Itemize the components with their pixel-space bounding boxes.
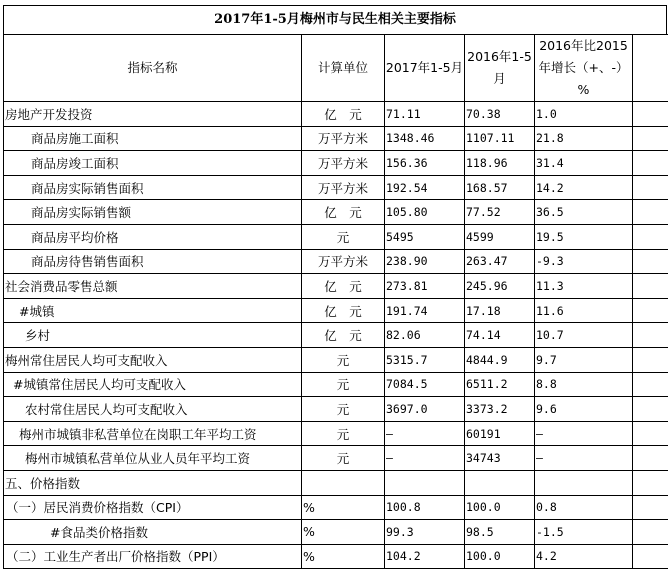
unit-cell: 元 (302, 421, 385, 446)
indicator-name-cell: 房地产开发投资 (4, 102, 302, 127)
header-2017: 2017年1-5月 (385, 35, 465, 102)
growth-cell: 11.3 (535, 274, 633, 299)
value-2017-cell: 192.54 (385, 175, 465, 200)
table-row (4, 372, 668, 397)
value-2016-cell: 4844.9 (465, 347, 535, 372)
table-row (4, 446, 668, 471)
indicator-name-cell: 梅州市城镇非私营单位在岗职工年平均工资 (4, 421, 302, 446)
table-row (4, 298, 668, 323)
value-2017-cell: — (385, 446, 465, 471)
indicator-name-cell: 商品房平均价格 (4, 224, 302, 249)
growth-cell: 14.2 (535, 175, 633, 200)
blank-cell (633, 126, 668, 151)
value-2016-cell: 6511.2 (465, 372, 535, 397)
growth-cell: 11.6 (535, 298, 633, 323)
indicator-name-cell: （一）居民消费价格指数（CPI） (4, 495, 302, 520)
blank-cell (633, 323, 668, 348)
value-2017-cell: 105.80 (385, 200, 465, 225)
table-row (4, 544, 668, 569)
table-row (4, 397, 668, 422)
value-2017-cell: 3697.0 (385, 397, 465, 422)
value-2016-cell: 70.38 (465, 102, 535, 127)
value-2016-cell: 1107.11 (465, 126, 535, 151)
unit-cell: 万平方米 (302, 175, 385, 200)
growth-cell: 31.4 (535, 151, 633, 176)
value-2017-cell: 191.74 (385, 298, 465, 323)
value-2017-cell: 238.90 (385, 249, 465, 274)
unit-cell: % (302, 495, 385, 520)
indicator-name-cell: #食品类价格指数 (4, 520, 302, 545)
growth-cell: 9.7 (535, 347, 633, 372)
value-2017-cell: 5495 (385, 224, 465, 249)
value-2016-cell: 74.14 (465, 323, 535, 348)
value-2016-cell: 60191 (465, 421, 535, 446)
value-2017-cell: 71.11 (385, 102, 465, 127)
unit-cell: 亿 元 (302, 298, 385, 323)
unit-cell (302, 470, 385, 495)
unit-cell: 万平方米 (302, 126, 385, 151)
indicator-table (3, 34, 668, 569)
indicator-name-cell: 梅州常住居民人均可支配收入 (4, 347, 302, 372)
blank-cell (633, 151, 668, 176)
unit-cell: 亿 元 (302, 102, 385, 127)
indicator-name-cell: #城镇 (4, 298, 302, 323)
indicator-name-cell: （二）工业生产者出厂价格指数（PPI） (4, 544, 302, 569)
blank-cell (633, 372, 668, 397)
unit-cell: 元 (302, 446, 385, 471)
unit-cell: % (302, 520, 385, 545)
blank-cell (633, 224, 668, 249)
header-row (4, 35, 668, 102)
indicator-name-cell: 商品房施工面积 (4, 126, 302, 151)
value-2016-cell: 3373.2 (465, 397, 535, 422)
value-2017-cell: 273.81 (385, 274, 465, 299)
value-2016-cell: 168.57 (465, 175, 535, 200)
value-2016-cell: 100.0 (465, 544, 535, 569)
value-2017-cell: 156.36 (385, 151, 465, 176)
blank-cell (633, 274, 668, 299)
growth-cell: -1.5 (535, 520, 633, 545)
value-2016-cell: 245.96 (465, 274, 535, 299)
growth-cell: 21.8 (535, 126, 633, 151)
table-row (4, 323, 668, 348)
blank-cell (633, 175, 668, 200)
indicator-name-cell: 乡村 (4, 323, 302, 348)
value-2016-cell: 34743 (465, 446, 535, 471)
indicator-name-cell: 梅州市城镇私营单位从业人员年平均工资 (4, 446, 302, 471)
growth-cell: -9.3 (535, 249, 633, 274)
table-row (4, 175, 668, 200)
indicator-name-cell: 社会消费品零售总额 (4, 274, 302, 299)
blank-cell (633, 421, 668, 446)
blank-cell (633, 544, 668, 569)
unit-cell: 亿 元 (302, 323, 385, 348)
growth-cell: 19.5 (535, 224, 633, 249)
blank-cell (633, 470, 668, 495)
unit-cell: 元 (302, 372, 385, 397)
table-row (4, 102, 668, 127)
value-2017-cell: 100.8 (385, 495, 465, 520)
growth-cell: 36.5 (535, 200, 633, 225)
blank-cell (633, 35, 668, 102)
unit-cell: 万平方米 (302, 151, 385, 176)
growth-cell: 4.2 (535, 544, 633, 569)
table-row (4, 200, 668, 225)
unit-cell: 元 (302, 397, 385, 422)
value-2017-cell: 7084.5 (385, 372, 465, 397)
value-2016-cell: 77.52 (465, 200, 535, 225)
value-2016-cell: 100.0 (465, 495, 535, 520)
unit-cell: 亿 元 (302, 200, 385, 225)
value-2016-cell: 263.47 (465, 249, 535, 274)
unit-cell: 元 (302, 224, 385, 249)
value-2016-cell: 17.18 (465, 298, 535, 323)
growth-cell: 1.0 (535, 102, 633, 127)
growth-cell: 0.8 (535, 495, 633, 520)
table-row (4, 249, 668, 274)
growth-cell: 10.7 (535, 323, 633, 348)
value-2016-cell: 98.5 (465, 520, 535, 545)
table-row (4, 151, 668, 176)
indicator-name-cell: 商品房待售销售面积 (4, 249, 302, 274)
table-row (4, 495, 668, 520)
table-row (4, 520, 668, 545)
header-name: 指标名称 (4, 35, 302, 102)
blank-cell (633, 249, 668, 274)
unit-cell: % (302, 544, 385, 569)
growth-cell: 8.8 (535, 372, 633, 397)
blank-cell (633, 298, 668, 323)
value-2016-cell: 4599 (465, 224, 535, 249)
indicator-name-cell: 商品房实际销售额 (4, 200, 302, 225)
blank-cell (633, 520, 668, 545)
blank-cell (633, 102, 668, 127)
value-2017-cell: 1348.46 (385, 126, 465, 151)
indicator-name-cell: 五、价格指数 (4, 470, 302, 495)
unit-cell: 万平方米 (302, 249, 385, 274)
header-unit: 计算单位 (302, 35, 385, 102)
sheet-title: 2017年1-5月梅州市与民生相关主要指标 (3, 5, 667, 34)
value-2017-cell: — (385, 421, 465, 446)
table-row (4, 470, 668, 495)
header-2016: 2016年1-5月 (465, 35, 535, 102)
indicator-name-cell: 农村常住居民人均可支配收入 (4, 397, 302, 422)
value-2017-cell: 104.2 (385, 544, 465, 569)
blank-cell (633, 397, 668, 422)
table-row (4, 224, 668, 249)
value-2017-cell (385, 470, 465, 495)
growth-cell (535, 470, 633, 495)
value-2016-cell: 118.96 (465, 151, 535, 176)
growth-cell: — (535, 421, 633, 446)
unit-cell: 亿 元 (302, 274, 385, 299)
indicator-name-cell: #城镇常住居民人均可支配收入 (4, 372, 302, 397)
value-2017-cell: 99.3 (385, 520, 465, 545)
value-2017-cell: 82.06 (385, 323, 465, 348)
table-row (4, 126, 668, 151)
blank-cell (633, 446, 668, 471)
blank-cell (633, 347, 668, 372)
growth-cell: 9.6 (535, 397, 633, 422)
value-2017-cell: 5315.7 (385, 347, 465, 372)
growth-cell: — (535, 446, 633, 471)
table-row (4, 347, 668, 372)
blank-cell (633, 495, 668, 520)
indicator-name-cell: 商品房竣工面积 (4, 151, 302, 176)
header-growth: 2016年比2015年增长（+、-）% (535, 35, 633, 102)
indicator-name-cell: 商品房实际销售面积 (4, 175, 302, 200)
unit-cell: 元 (302, 347, 385, 372)
value-2016-cell (465, 470, 535, 495)
indicator-sheet (3, 5, 667, 569)
table-row (4, 421, 668, 446)
table-row (4, 274, 668, 299)
blank-cell (633, 200, 668, 225)
